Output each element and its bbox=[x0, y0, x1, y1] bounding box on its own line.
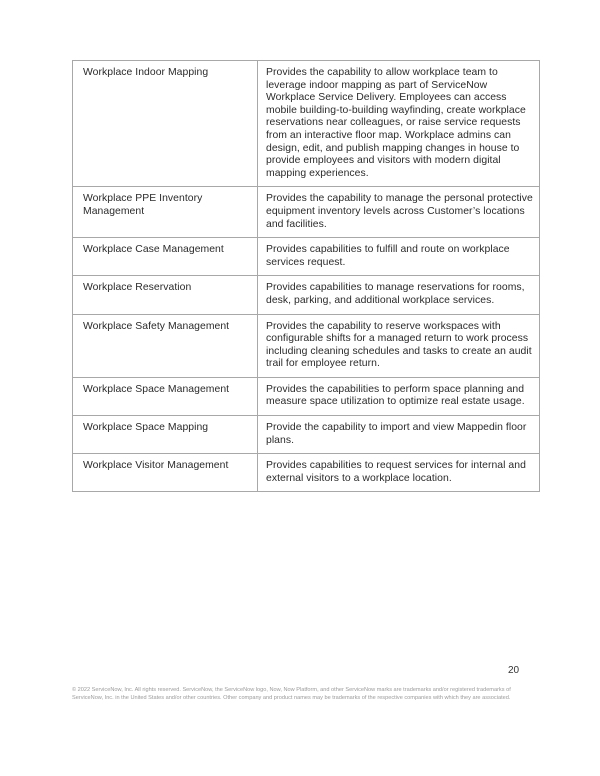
capability-name: Workplace Case Management bbox=[73, 238, 258, 276]
capability-description: Provides capabilities to manage reservations for rooms, desk, parking, and additional workplace services. bbox=[258, 276, 540, 314]
capability-description: Provides capabilities to request services for internal and external visitors to a workplace location. bbox=[258, 454, 540, 492]
capability-name: Workplace PPE Inventory Management bbox=[73, 187, 258, 238]
capabilities-table bbox=[72, 60, 540, 492]
capability-description: Provides the capability to manage the personal protective equipment inventory levels across Customer’s locations and facilities. bbox=[258, 187, 540, 238]
table-row bbox=[73, 454, 540, 492]
table-row bbox=[73, 187, 540, 238]
capability-description: Provide the capability to import and view Mappedin floor plans. bbox=[258, 416, 540, 454]
capability-name: Workplace Reservation bbox=[73, 276, 258, 314]
capability-name: Workplace Indoor Mapping bbox=[73, 61, 258, 187]
table-row bbox=[73, 276, 540, 314]
capability-description: Provides the capability to reserve workspaces with configurable shifts for a managed return to work process including cleaning schedules and tasks to create an audit trail for employee return. bbox=[258, 314, 540, 377]
table-row bbox=[73, 61, 540, 187]
table-row bbox=[73, 238, 540, 276]
capability-name: Workplace Space Mapping bbox=[73, 416, 258, 454]
capability-description: Provides the capabilities to perform space planning and measure space utilization to optimize real estate usage. bbox=[258, 377, 540, 415]
capability-name: Workplace Visitor Management bbox=[73, 454, 258, 492]
capability-description: Provides the capability to allow workplace team to leverage indoor mapping as part of ServiceNow Workplace Service Delivery. Employees can access mobile building-to-building wayfinding, create workplace reservations near colleagues, or raise service requests from an interactive floor map. Workplace admins can design, edit, and publish mapping changes in house to provide employees and visitors with modern digital mapping experiences. bbox=[258, 61, 540, 187]
table-row bbox=[73, 314, 540, 377]
capability-name: Workplace Space Management bbox=[73, 377, 258, 415]
table-row bbox=[73, 416, 540, 454]
capability-name: Workplace Safety Management bbox=[73, 314, 258, 377]
footer-legal-notice: © 2022 ServiceNow, Inc. All rights reserved. ServiceNow, the ServiceNow logo, Now, Now Platform, and other ServiceNow marks are trademarks and/or registered trademarks of ServiceNow, Inc. in the United States and/or other countries. Other company and product names may be trademarks of the respective companies with which they are associated. bbox=[72, 687, 511, 701]
table-row bbox=[73, 377, 540, 415]
capability-description: Provides capabilities to fulfill and route on workplace services request. bbox=[258, 238, 540, 276]
page-number: 20 bbox=[508, 665, 520, 676]
